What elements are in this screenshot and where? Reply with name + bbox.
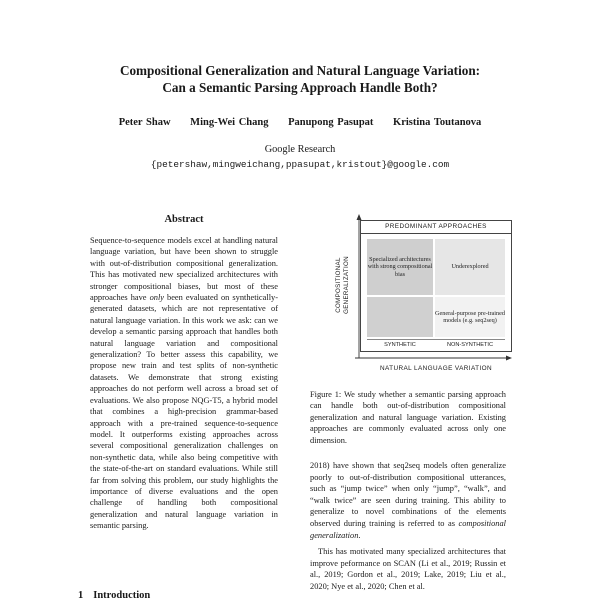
cell-label: Specialized architectures with strong compositional bias xyxy=(367,255,433,278)
abstract-text xyxy=(90,235,278,532)
cell-underexplored xyxy=(435,239,505,295)
author-name: Peter Shaw xyxy=(118,117,171,128)
paper-title xyxy=(0,62,600,96)
figure-caption: Figure 1: We study whether a semantic parsing approach can handle both out-of-distribution compositional generalization and natural language variation. Existing approaches are commonly evaluated across only one dimension. xyxy=(310,390,506,445)
right-column-text xyxy=(310,460,506,598)
paragraph-text: 2018) have shown that seq2seq models often generalize poorly to out-of-distribution compositional utterances, such as “jump twice” when only “jump”, “walk”, and “walk twice” are seen during training. This ability to generalize to novel combinations of the elements observed during training is referred to as xyxy=(310,461,506,528)
x-category-non-synthetic: NON-SYNTHETIC xyxy=(447,342,493,348)
y-axis-label xyxy=(328,220,358,350)
author-emails: {petershaw,mingweichang,ppasupat,kristout}@google.com xyxy=(150,159,450,170)
paragraph: This has motivated many specialized architectures that improve peformance on SCAN (Li et al., 2019; Russin et al., 2019; Gordon et al., 2019; Lake, 2019; Liu et al., 2020; Nye et al., 2020; Chen et al. xyxy=(310,547,506,591)
panel-title: PREDOMINANT APPROACHES xyxy=(361,221,511,234)
cell-label: Underexplored xyxy=(451,263,489,271)
cell-specialized-architectures xyxy=(367,239,433,295)
figure-1 xyxy=(322,212,512,380)
section-title: Introduction xyxy=(93,590,151,601)
author-name: Ming-Wei Chang xyxy=(190,117,269,128)
intro-heading xyxy=(78,590,150,601)
approaches-panel xyxy=(360,220,512,352)
cell-label: General-purpose pre-trained models (e.g. seq2seq) xyxy=(435,309,505,324)
y-axis-label-line: COMPOSITIONAL xyxy=(335,257,342,313)
paragraph xyxy=(310,460,506,541)
cell-empty xyxy=(367,297,433,337)
author-list xyxy=(0,117,600,128)
paragraph-text: . xyxy=(358,530,361,540)
author-name: Panupong Pasupat xyxy=(288,117,374,128)
x-category-synthetic: SYNTHETIC xyxy=(384,342,416,348)
title-line-2: Can a Semantic Parsing Approach Handle Both? xyxy=(162,80,438,95)
abstract-text-part: been evaluated on synthetically-generated datasets, which are not representative of natural language variation. In this work we ask: can we develop a semantic parsing approach that handles both natural language variation and compositional generalization? To better assess this capability, we propose new train and test splits of non-synthetic datasets. We demonstrate that strong existing approaches do not perform well across a broad set of evaluations. We also propose NQG-T5, a hybrid model that combines a high-precision grammar-based approach with a pre-trained sequence-to-sequence model. It outperforms existing approaches across several compositional generalization challenges on non-synthetic data, while also being competitive with the state-of-the-art on standard evaluations. While still far from solving this problem, our study highlights the importance of diverse evaluations and the open challenge of handling both compositional generalization and natural language variation in semantic parsing. xyxy=(90,293,278,531)
x-axis-arrowhead xyxy=(506,356,512,361)
affiliation: Google Research xyxy=(264,144,336,155)
title-line-1: Compositional Generalization and Natural Language Variation: xyxy=(119,63,481,78)
x-category-labels xyxy=(367,339,505,350)
abstract-heading: Abstract xyxy=(164,214,204,225)
y-axis-label-line: GENERALIZATION xyxy=(343,256,350,314)
paragraph-emphasis: compositional generalization xyxy=(310,518,506,540)
author-name: Kristina Toutanova xyxy=(393,117,482,128)
abstract-emphasis: only xyxy=(149,293,164,303)
section-number: 1 xyxy=(78,590,84,601)
x-axis-label: NATURAL LANGUAGE VARIATION xyxy=(379,365,493,372)
abstract-text-part: Sequence-to-sequence models excel at handling natural language variation, but have been shown to struggle with out-of-distribution compositional generalization. This has motivated new specialized architectures with stronger compositional biases, but most of these approaches have xyxy=(90,236,278,303)
cell-general-purpose xyxy=(435,297,505,337)
